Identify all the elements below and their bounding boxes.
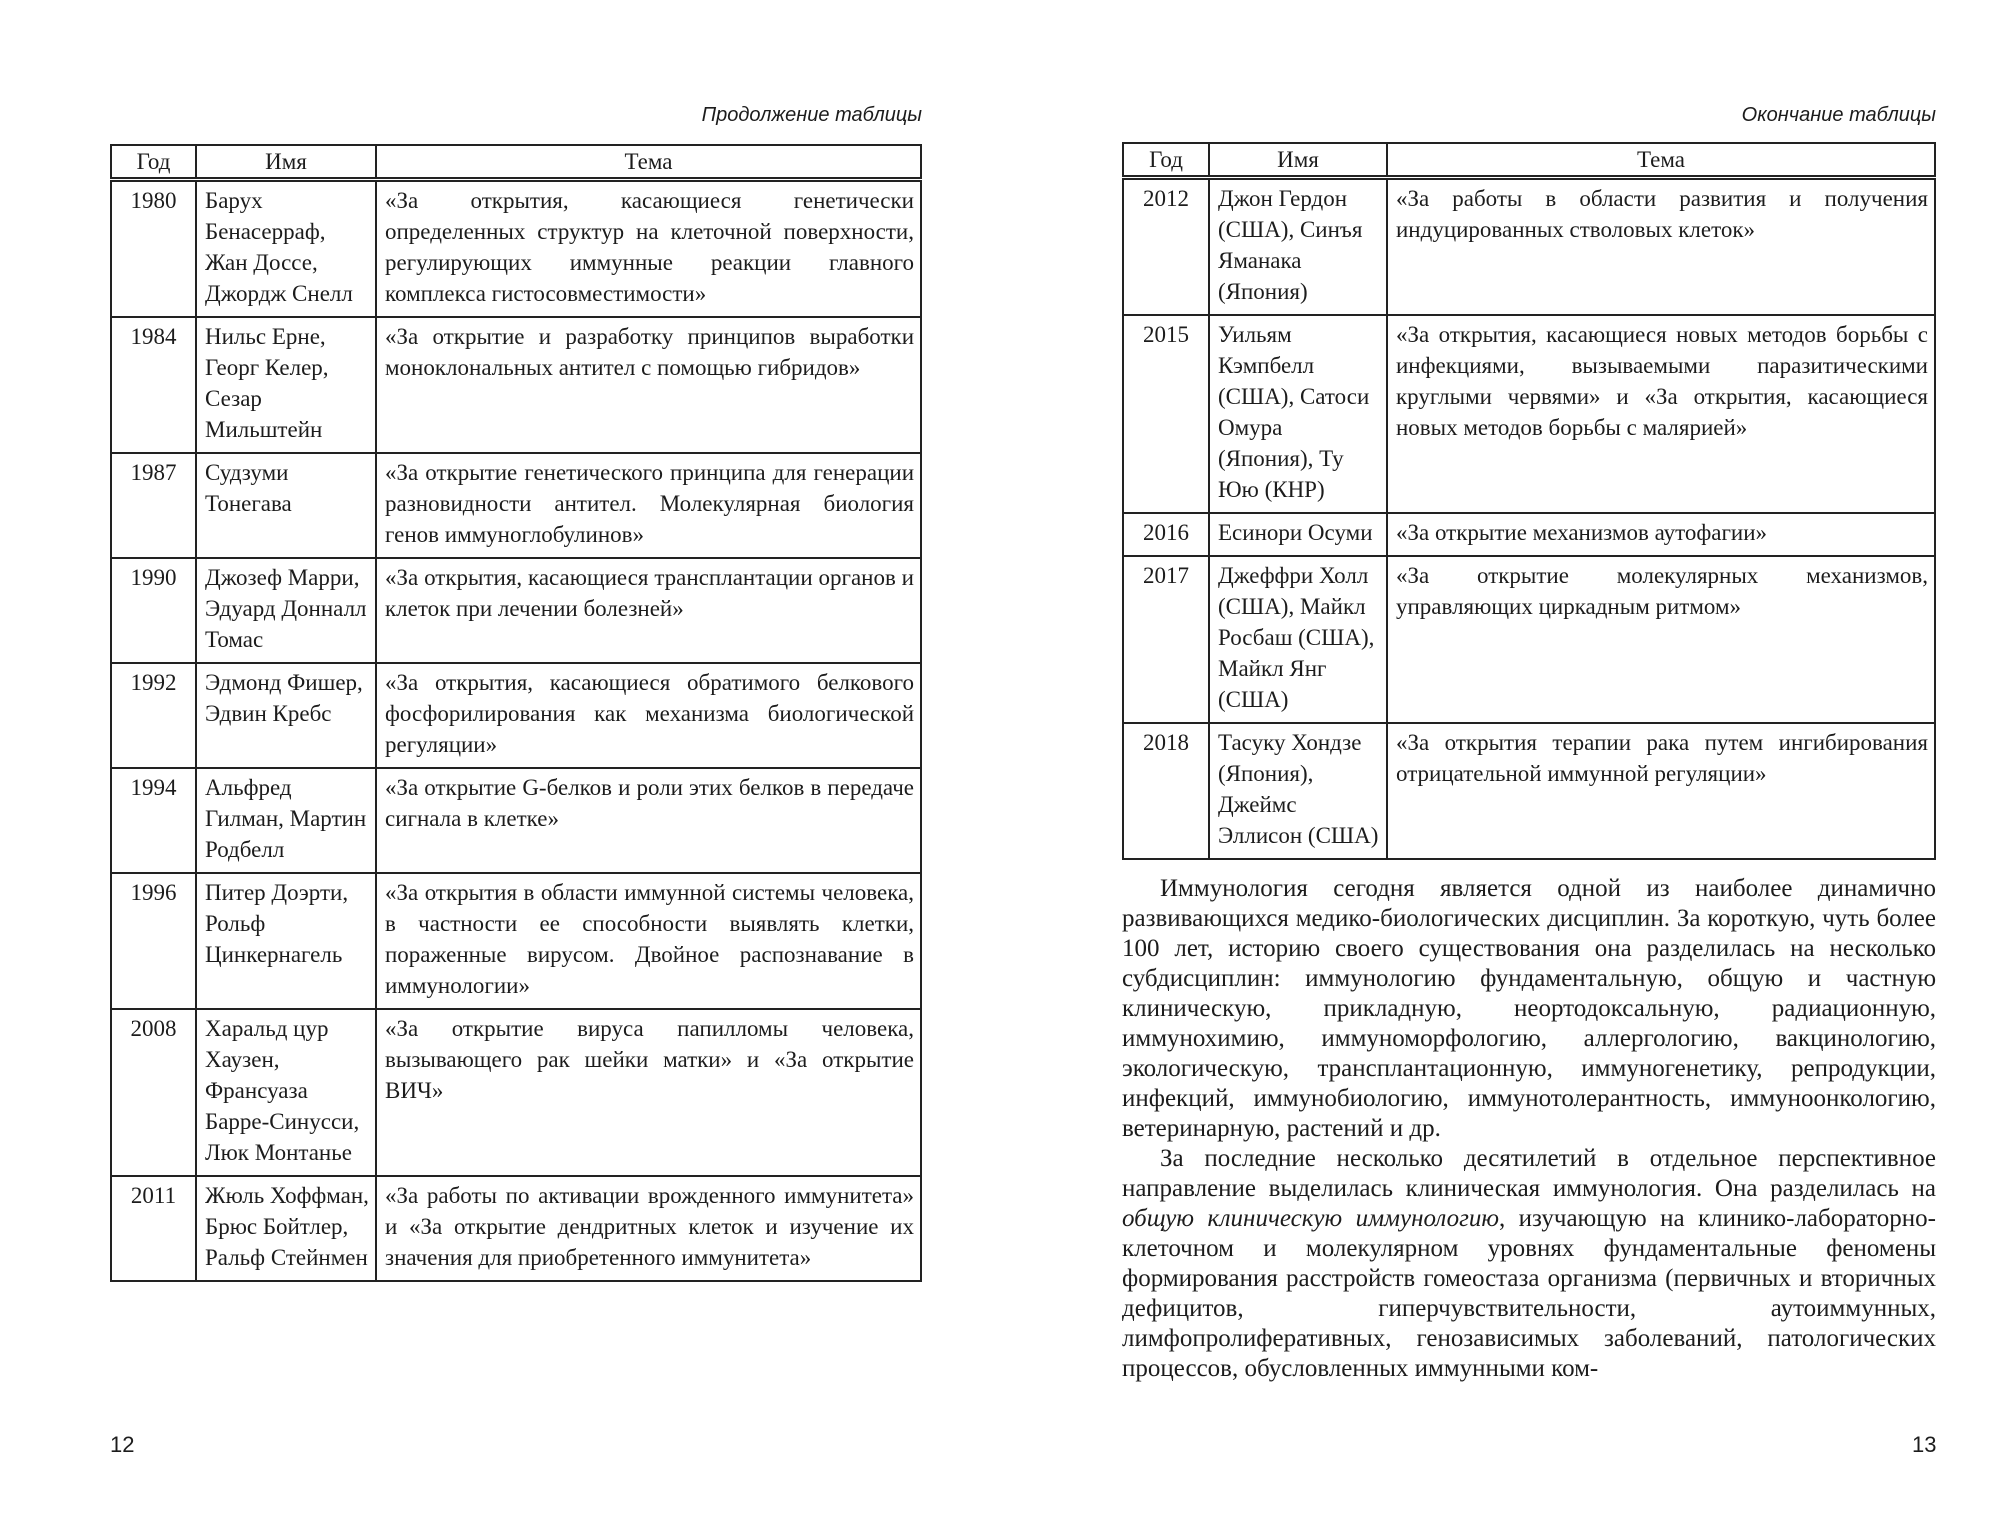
name-cell: Жюль Хоффман, Брюс Бойтлер, Ральф Стейнмен (196, 1176, 376, 1281)
table-row (1123, 178, 1935, 316)
table-row (111, 317, 921, 453)
name-cell: Судзуми Тонегава (196, 453, 376, 558)
header-name: Имя (196, 145, 376, 180)
table-row (1123, 513, 1935, 556)
theme-cell: «За работы по активации врожденного иммунитета» и «За открытие дендритных клеток и изучение их значения для приобретенного иммунитета» (376, 1176, 921, 1281)
nobel-table-right (1122, 142, 1936, 860)
header-year: Год (1123, 143, 1209, 178)
name-cell: Эдмонд Фишер, Эдвин Кребс (196, 663, 376, 768)
theme-cell: «За открытие механизмов аутофагии» (1387, 513, 1935, 556)
table-continuation-caption: Продолжение таблицы (701, 104, 922, 126)
body-text (1122, 874, 1936, 1384)
theme-cell: «За работы в области развития и получения индуцированных стволовых клеток» (1387, 178, 1935, 316)
year-cell: 1990 (111, 558, 196, 663)
year-cell: 1992 (111, 663, 196, 768)
table-header-row (1123, 143, 1935, 178)
year-cell: 2016 (1123, 513, 1209, 556)
table-row (111, 1176, 921, 1281)
paragraph-text-start: За последние несколько десятилетий в отдельное перспективное направление выделилась клиническая иммунология. Она разделилась на (1122, 1145, 1936, 1202)
table-row (111, 180, 921, 318)
name-cell: Альфред Гилман, Мартин Родбелл (196, 768, 376, 873)
theme-cell: «За открытия терапии рака путем ингибирования отрицательной иммунной регуляции» (1387, 723, 1935, 859)
theme-cell: «За открытие G-белков и роли этих белков в передаче сигнала в клетке» (376, 768, 921, 873)
header-theme: Тема (1387, 143, 1935, 178)
header-year: Год (111, 145, 196, 180)
theme-cell: «За открытия, касающиеся новых методов борьбы с инфекциями, вызываемыми паразитическими круглыми червями» и «За открытия, касающиеся новых методов борьбы с малярией» (1387, 315, 1935, 513)
theme-cell: «За открытие вируса папилломы человека, вызывающего рак шейки матки» и «За открытие ВИЧ» (376, 1009, 921, 1176)
table-row (111, 873, 921, 1009)
paragraph-clinical-immunology (1122, 1144, 1936, 1384)
name-cell: Харальд цур Хаузен, Франсуаза Барре-Синусси, Люк Монтанье (196, 1009, 376, 1176)
name-cell: Уильям Кэмпбелл (США), Сатоси Омура (Япония), Ту Юю (КНР) (1209, 315, 1387, 513)
table-header-row (111, 145, 921, 180)
theme-cell: «За открытия, касающиеся трансплантации органов и клеток при лечении болезней» (376, 558, 921, 663)
year-cell: 1987 (111, 453, 196, 558)
emphasized-term: общую клиническую иммунологию (1122, 1205, 1499, 1232)
name-cell: Есинори Осуми (1209, 513, 1387, 556)
name-cell: Джозеф Марри, Эдуард Донналл Томас (196, 558, 376, 663)
year-cell: 2015 (1123, 315, 1209, 513)
right-page (1000, 0, 2000, 1536)
year-cell: 1980 (111, 180, 196, 318)
paragraph-text-end: , изучающую на клинико-лабораторно-клеточном и молекулярном уровнях фундаментальные феномены формирования расстройств гомеостаза организма (первичных и вторичных дефицитов, гиперчувствительности, аутоиммунных, лимфопролиферативных, генозависимых заболеваний, патологических процессов, обусловленных иммунными ком- (1122, 1205, 1937, 1382)
page-number: 13 (1912, 1432, 1937, 1457)
header-theme: Тема (376, 145, 921, 180)
table-row (111, 453, 921, 558)
theme-cell: «За открытие и разработку принципов выработки моноклональных антител с помощью гибридов» (376, 317, 921, 453)
theme-cell: «За открытия, касающиеся обратимого белкового фосфорилирования как механизма биологической регуляции» (376, 663, 921, 768)
table-row (111, 1009, 921, 1176)
nobel-table-left (110, 144, 922, 1282)
year-cell: 1984 (111, 317, 196, 453)
name-cell: Барух Бенасерраф, Жан Доссе, Джордж Снелл (196, 180, 376, 318)
theme-cell: «За открытия, касающиеся генетически определенных структур на клеточной поверхности, регулирующих иммунные реакции главного комплекса гистосовместимости» (376, 180, 921, 318)
name-cell: Нильс Ерне, Георг Келер, Сезар Мильштейн (196, 317, 376, 453)
year-cell: 1994 (111, 768, 196, 873)
table-row (1123, 723, 1935, 859)
table-row (111, 663, 921, 768)
year-cell: 2018 (1123, 723, 1209, 859)
table-row (1123, 556, 1935, 723)
name-cell: Джон Гердон (США), Синъя Яманака (Япония) (1209, 178, 1387, 316)
year-cell: 1996 (111, 873, 196, 1009)
name-cell: Джеффри Холл (США), Майкл Росбаш (США), Майкл Янг (США) (1209, 556, 1387, 723)
table-row (1123, 315, 1935, 513)
theme-cell: «За открытие генетического принципа для генерации разновидности антител. Молекулярная биология генов иммуноглобулинов» (376, 453, 921, 558)
year-cell: 2011 (111, 1176, 196, 1281)
year-cell: 2017 (1123, 556, 1209, 723)
name-cell: Тасуку Хондзе (Япония), Джеймс Эллисон (США) (1209, 723, 1387, 859)
year-cell: 2012 (1123, 178, 1209, 316)
paragraph-immunology-today: Иммунология сегодня является одной из наиболее динамично развивающихся медико-биологических дисциплин. За короткую, чуть более 100 лет, историю своего существования она разделилась на несколько субдисциплин: иммунологию фундаментальную, общую и частную клиническую, прикладную, неортодоксальную, радиационную, иммунохимию, иммуноморфологию, аллергологию, вакцинологию, экологическую, трансплантационную, иммуногенетику, репродукции, инфекций, иммунобиологию, иммунотолерантность, иммуноонкологию, ветеринарную, растений и др. (1122, 875, 1936, 1142)
theme-cell: «За открытия в области иммунной системы человека, в частности ее способности выявлять клетки, пораженные вирусом. Двойное распознавание в иммунологии» (376, 873, 921, 1009)
table-end-caption: Окончание таблицы (1741, 104, 1936, 126)
table-row (111, 558, 921, 663)
theme-cell: «За открытие молекулярных механизмов, управляющих циркадным ритмом» (1387, 556, 1935, 723)
year-cell: 2008 (111, 1009, 196, 1176)
header-name: Имя (1209, 143, 1387, 178)
name-cell: Питер Доэрти, Рольф Цинкернагель (196, 873, 376, 1009)
table-row (111, 768, 921, 873)
page-number: 12 (110, 1432, 135, 1457)
